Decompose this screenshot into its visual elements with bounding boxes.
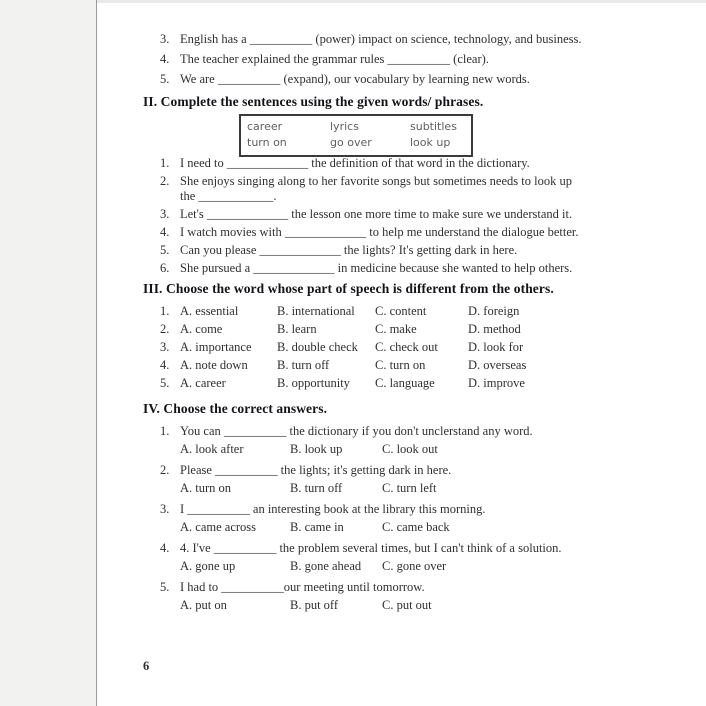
option-row	[180, 358, 682, 373]
section4-heading: IV. Choose the correct answers.	[143, 401, 328, 416]
option-c: C. look out	[382, 442, 438, 456]
option-a: A. note down	[180, 358, 248, 372]
item-number: 2.	[160, 174, 170, 188]
question-block	[180, 463, 682, 499]
option-d: D. method	[468, 322, 521, 336]
option-b: B. double check	[277, 340, 358, 354]
word-bank-word: subtitles	[410, 120, 457, 133]
option-c: C. gone over	[382, 559, 447, 573]
item-text: I need to _____________ the definition of that word in the dictionary.	[180, 156, 530, 170]
list-item	[143, 52, 682, 67]
option-a: A. essential	[180, 304, 239, 318]
list-item	[143, 207, 682, 222]
item-number: 4.	[160, 52, 170, 66]
list-item	[143, 225, 682, 240]
mcq-question	[143, 502, 682, 538]
option-a: A. gone up	[180, 559, 236, 573]
item-text: She pursued a _____________ in medicine because she wanted to help others.	[180, 261, 573, 275]
option-row	[180, 322, 682, 337]
option-c: C. put out	[382, 598, 432, 612]
worksheet-page	[96, 0, 706, 706]
option-row	[180, 559, 682, 574]
list-item	[143, 261, 682, 276]
mcq-question	[143, 541, 682, 577]
section2-heading: II. Complete the sentences using the given words/ phrases.	[143, 94, 484, 109]
mcq-question	[143, 463, 682, 499]
item-text: She enjoys singing along to her favorite songs but sometimes needs to look up the ____________.	[180, 174, 572, 203]
option-d: D. improve	[468, 376, 525, 390]
item-text: The teacher explained the grammar rules __________ (clear).	[180, 52, 489, 66]
word-bank-word: go over	[330, 136, 372, 149]
option-b: B. look up	[290, 442, 343, 456]
option-row	[180, 520, 682, 535]
item-text: Can you please _____________ the lights? It's getting dark in here.	[180, 243, 518, 257]
list-item	[143, 32, 682, 47]
item-number: 3.	[160, 502, 170, 516]
item-number: 1.	[160, 156, 170, 170]
section4-items	[143, 424, 682, 619]
mcq-question	[143, 580, 682, 616]
option-b: B. international	[277, 304, 355, 318]
word-bank-row	[241, 135, 471, 151]
option-d: D. overseas	[468, 358, 527, 372]
option-a: A. turn on	[180, 481, 232, 495]
word-bank-word: turn on	[247, 136, 287, 149]
option-b: B. turn off	[290, 481, 343, 495]
question-block	[180, 424, 682, 460]
list-item	[143, 72, 682, 87]
word-bank-word: look up	[410, 136, 451, 149]
option-c: C. came back	[382, 520, 450, 534]
option-row	[180, 376, 682, 391]
option-row	[180, 598, 682, 613]
question-stem: I had to __________our meeting until tomorrow.	[180, 580, 425, 594]
question-stem: 4. I've __________ the problem several times, but I can't think of a solution.	[180, 541, 562, 555]
mcq-row	[143, 322, 682, 337]
section3-heading: III. Choose the word whose part of speech is different from the others.	[143, 281, 554, 296]
question-block	[180, 502, 682, 538]
option-b: B. opportunity	[277, 376, 350, 390]
option-b: B. turn off	[277, 358, 330, 372]
option-row	[180, 481, 682, 496]
question-stem: Please __________ the lights; it's getting dark in here.	[180, 463, 452, 477]
option-c: C. content	[375, 304, 427, 318]
list-item	[143, 243, 682, 258]
option-b: B. put off	[290, 598, 339, 612]
option-a: A. career	[180, 376, 226, 390]
item-number: 5.	[160, 580, 170, 594]
item-number: 2.	[160, 322, 170, 336]
item-number: 1.	[160, 424, 170, 438]
item-number: 5.	[160, 243, 170, 257]
item-number: 4.	[160, 225, 170, 239]
option-c: C. make	[375, 322, 417, 336]
item-number: 2.	[160, 463, 170, 477]
option-a: A. put on	[180, 598, 227, 612]
item-number: 4.	[160, 541, 170, 555]
section2-items	[143, 156, 682, 279]
question-stem: You can __________ the dictionary if you don't unclerstand any word.	[180, 424, 533, 438]
option-b: B. gone ahead	[290, 559, 362, 573]
option-b: B. learn	[277, 322, 317, 336]
word-bank-word: lyrics	[330, 120, 359, 133]
question-stem: I __________ an interesting book at the library this morning.	[180, 502, 486, 516]
question-block	[180, 580, 682, 616]
item-text: Let's _____________ the lesson one more time to make sure we understand it.	[180, 207, 573, 221]
item-number: 5.	[160, 72, 170, 86]
word-bank-row	[241, 119, 471, 135]
item-text: I watch movies with _____________ to help me understand the dialogue better.	[180, 225, 579, 239]
item-number: 1.	[160, 304, 170, 318]
item-number: 3.	[160, 32, 170, 46]
option-a: A. importance	[180, 340, 252, 354]
option-c: C. turn left	[382, 481, 437, 495]
option-row	[180, 340, 682, 355]
word-bank-box	[239, 114, 473, 157]
option-a: A. look after	[180, 442, 244, 456]
section3-items	[143, 304, 682, 394]
mcq-question	[143, 424, 682, 460]
item-number: 3.	[160, 340, 170, 354]
item-number: 3.	[160, 207, 170, 221]
item-text: English has a __________ (power) impact on science, technology, and business.	[180, 32, 582, 46]
mcq-row	[143, 304, 682, 319]
item-number: 5.	[160, 376, 170, 390]
mcq-row	[143, 340, 682, 355]
question-block	[180, 541, 682, 577]
option-d: D. foreign	[468, 304, 520, 318]
option-a: A. come	[180, 322, 223, 336]
mcq-row	[143, 376, 682, 391]
page-top-edge	[97, 0, 706, 3]
exercise1-items	[143, 32, 682, 92]
option-c: C. turn on	[375, 358, 426, 372]
option-a: A. came across	[180, 520, 257, 534]
item-number: 4.	[160, 358, 170, 372]
option-d: D. look for	[468, 340, 524, 354]
item-number: 6.	[160, 261, 170, 275]
option-row	[180, 442, 682, 457]
option-row	[180, 304, 682, 319]
option-b: B. came in	[290, 520, 344, 534]
item-text: We are __________ (expand), our vocabulary by learning new words.	[180, 72, 530, 86]
page-number: 6	[143, 659, 150, 673]
list-item	[143, 156, 682, 171]
option-c: C. language	[375, 376, 435, 390]
word-bank-word: career	[247, 120, 283, 133]
list-item	[143, 174, 682, 204]
mcq-row	[143, 358, 682, 373]
option-c: C. check out	[375, 340, 438, 354]
